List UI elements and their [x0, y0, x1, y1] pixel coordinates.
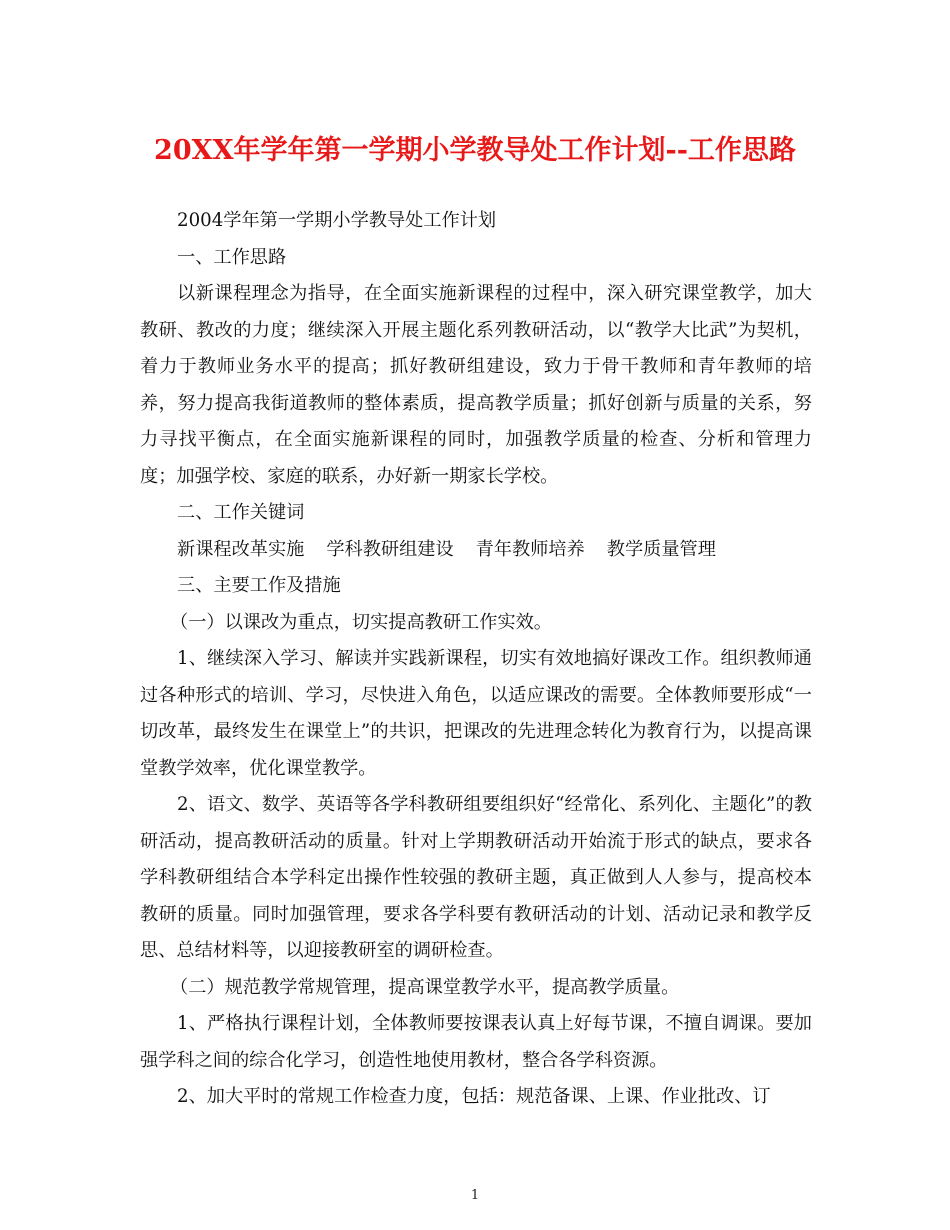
- document-title: 20XX年学年第一学期小学教导处工作计划--工作思路: [154, 135, 796, 166]
- keyword: 学科教研组建设: [326, 538, 454, 560]
- plan-subtitle: 2004学年第一学期小学教导处工作计划: [177, 210, 497, 231]
- keywords-line: [140, 532, 812, 569]
- keyword: 教学质量管理: [606, 538, 716, 560]
- keyword: 青年教师培养: [475, 538, 585, 560]
- item-paragraph: 1、严格执行课程计划，全体教师要按课表认真上好每节课，不擅自调课。要加强学科之间的综合化学习，创造性地使用教材，整合各学科资源。: [140, 1013, 812, 1071]
- item-paragraph: 1、继续深入学习、解读并实践新课程，切实有效地搞好课改工作。组织教师通过各种形式的培训、学习，尽快进入角色，以适应课改的需要。全体教师要形成“一切改革，最终发生在课堂上”的共识，把课改的先进理念转化为教育行为，以提高课堂教学效率，优化课堂教学。: [140, 648, 812, 779]
- keyword: 新课程改革实施: [177, 538, 305, 560]
- section-heading-2: 二、工作关键词: [177, 502, 305, 523]
- document-body: [140, 203, 812, 1116]
- section-heading-3: 三、主要工作及措施: [177, 575, 341, 596]
- item-paragraph: 2、语文、数学、英语等各学科教研组要组织好“经常化、系列化、主题化”的教研活动，提高教研活动的质量。针对上学期教研活动开始流于形式的缺点，要求各学科教研组结合本学科定出操作性较强的教研主题，真正做到人人参与，提高校本教研的质量。同时加强管理，要求各学科要有教研活动的计划、活动记录和教学反思、总结材料等，以迎接教研室的调研检查。: [140, 794, 812, 961]
- section-heading-1: 一、工作思路: [177, 246, 287, 268]
- subsection-heading-2: （二）规范教学常规管理，提高课堂教学水平，提高教学质量。: [170, 976, 680, 998]
- work-approach-paragraph: 以新课程理念为指导，在全面实施新课程的过程中，深入研究课堂教学，加大教研、教改的力度；继续深入开展主题化系列教研活动，以“教学大比武”为契机，着力于教师业务水平的提高；抓好教研组建设，致力于骨干教师和青年教师的培养，努力提高我街道教师的整体素质，提高教学质量；抓好创新与质量的关系，努力寻找平衡点，在全面实施新课程的同时，加强教学质量的检查、分析和管理力度；加强学校、家庭的联系，办好新一期家长学校。: [140, 283, 812, 487]
- item-paragraph: 2、加大平时的常规工作检查力度，包括：规范备课、上课、作业批改、订: [177, 1086, 771, 1107]
- subsection-heading-1: （一）以课改为重点，切实提高教研工作实效。: [170, 611, 552, 633]
- page-number: 1: [470, 1188, 480, 1203]
